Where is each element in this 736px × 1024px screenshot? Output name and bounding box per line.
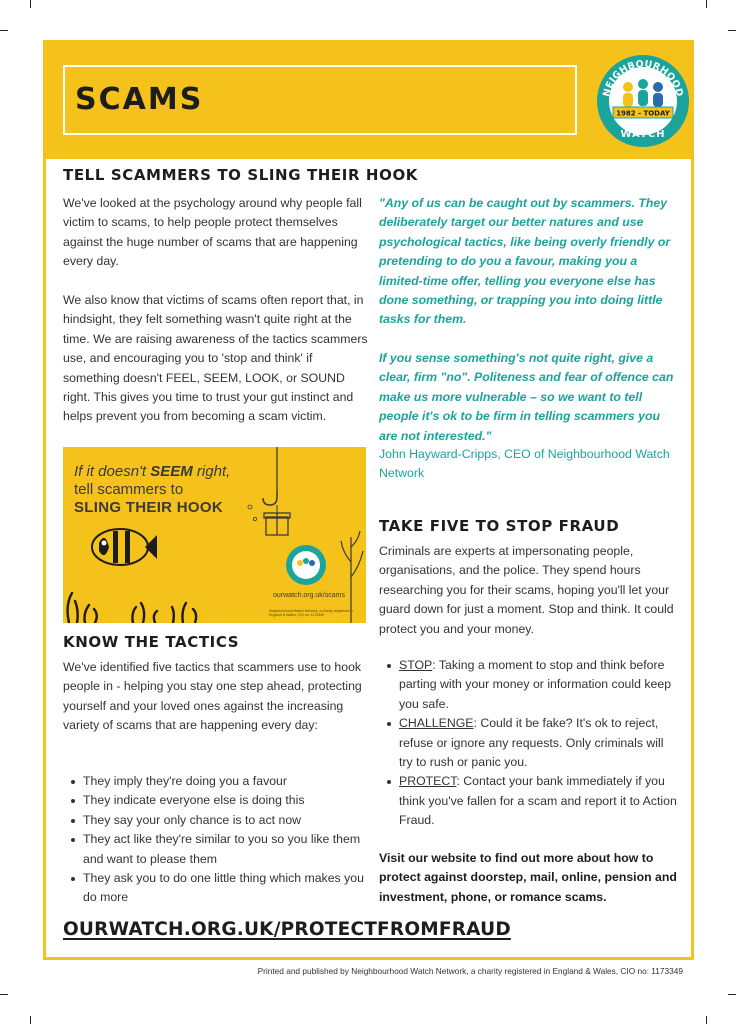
crop-mark <box>30 0 31 8</box>
stop-keyword: STOP <box>399 658 433 672</box>
promo-line1-pre: If it doesn't <box>74 463 151 480</box>
crop-mark <box>728 30 736 31</box>
challenge-keyword: CHALLENGE <box>399 716 474 731</box>
promo-line2: tell scammers to <box>74 481 184 498</box>
crop-mark <box>728 994 736 995</box>
visit-website-cta: Visit our website to find out more about how to protect against doorstep, mail, online, pension and investment, phone, or romance scams. <box>379 851 677 904</box>
title-box <box>63 65 577 135</box>
protect-from-fraud-link[interactable]: OURWATCH.ORG.UK/PROTECTFROMFRAUD <box>63 919 511 940</box>
tactics-list-item: They indicate everyone else is doing this <box>63 791 368 810</box>
promo-line1-post: right, <box>192 463 231 480</box>
crop-mark <box>0 994 8 995</box>
crop-mark <box>706 1016 707 1024</box>
logo-ribbon-text: 1982 - TODAY <box>616 109 670 118</box>
neighbourhood-watch-logo <box>595 53 691 149</box>
logo-bottom-text: WATCH <box>620 129 666 140</box>
tactics-list-item: They act like they're similar to you so you like them and want to please them <box>63 830 368 869</box>
hook-icon <box>263 491 277 505</box>
section-heading-tactics: KNOW THE TACTICS <box>63 633 240 651</box>
protect-keyword: PROTECT <box>399 774 457 789</box>
figure-body <box>623 93 633 107</box>
take-five-list <box>379 656 679 831</box>
sling-hook-promo-image <box>63 447 366 623</box>
crop-mark <box>30 1016 31 1024</box>
take-five-item-protect <box>379 772 679 830</box>
ceo-quote-part2: If you sense something's not quite right, give a clear, firm "no". Politeness and fear of offence can make us more vulnerable – so we want to tell people it's ok to be firm in telling scammers you are not interested." <box>379 351 674 443</box>
promo-url: ourwatch.org.uk/scams <box>273 592 345 599</box>
take-five-intro: Criminals are experts at impersonating people, organisations, and the police. They spend hours researching you for their scams, hoping you'll let your guard down for just a moment. Stop and think. It could protect you and your money. <box>379 544 674 636</box>
take-five-item-challenge <box>379 714 679 772</box>
promo-line1-emphasis: SEEM <box>150 463 193 480</box>
tactics-list-item: They ask you to do one little thing which makes you do more <box>63 869 368 908</box>
footer-publisher-note: Printed and published by Neighbourhood Watch Network, a charity registered in England & Wales, CIO no: 1173349 <box>257 966 683 976</box>
figure-head <box>623 82 633 92</box>
page-frame <box>43 40 694 960</box>
promo-fine-print: Neighbourhood Watch Network, a charity registered in England & Wales, CIO no: 1173349 <box>269 609 353 617</box>
tactics-intro: We've identified five tactics that scammers use to hook people in - helping you stay one step ahead, protecting yourself and your loved ones against the increasing variety of scams that are happening every day: <box>63 660 362 733</box>
quote-attribution: John Hayward-Cripps, CEO of Neighbourhood Watch Network <box>379 447 670 480</box>
section-heading-sling-hook: TELL SCAMMERS TO SLING THEIR HOOK <box>63 166 419 184</box>
take-five-item-stop <box>379 656 679 714</box>
figure-head <box>653 82 663 92</box>
promo-badge <box>286 545 326 585</box>
bubble <box>253 517 256 520</box>
figure-body <box>653 93 663 107</box>
fish-icon <box>92 529 157 565</box>
challenge-text: : Could it be fake? It's ok to reject, refuse or ignore any requests. Only criminals will try to rush or panic you. <box>399 716 664 770</box>
awareness-paragraph: We also know that victims of scams often report that, in hindsight, they felt something wasn't quite right at the time. We are raising awareness of the tactics scammers use, and encouraging you to 'stop and think' if something doesn't FEEL, SEEM, LOOK, or SOUND right. This gives you time to trust your gut instinct and helps prevent you from becoming a scam victim. <box>63 293 368 424</box>
logo-top-text: NEIGHBOURHOOD <box>601 58 685 98</box>
seaweed-left <box>68 593 197 623</box>
section-heading-take-five: TAKE FIVE TO STOP FRAUD <box>379 517 620 535</box>
bubble <box>248 505 252 509</box>
figure-body <box>638 90 648 106</box>
tactics-list-item: They say your only chance is to act now <box>63 811 368 830</box>
promo-line3: SLING THEIR HOOK <box>74 499 223 516</box>
crop-mark <box>0 30 8 31</box>
page-title: SCAMS <box>75 82 204 117</box>
intro-paragraph: We've looked at the psychology around why people fall victim to scams, to help people protect themselves against the huge number of scams that are happening every day. <box>63 196 362 269</box>
tactics-list-item: They imply they're doing you a favour <box>63 772 368 791</box>
gift-icon <box>264 505 290 535</box>
figure-head <box>638 79 648 89</box>
tactics-list <box>63 772 368 908</box>
protect-text: : Contact your bank immediately if you think you've fallen for a scam and report it to Action Fraud. <box>399 774 677 828</box>
ceo-quote-part1: "Any of us can be caught out by scammers. They deliberately target our better natures and use psychological tactics, like being overly friendly or pretending to do you a favour, making you a limited-time offer, telling you everyone else has done something, or trapping you into doing little tasks for them. <box>379 196 671 327</box>
stop-text: : Taking a moment to stop and think before parting with your money or information could keep you safe. <box>399 658 672 711</box>
crop-mark <box>706 0 707 8</box>
header-banner <box>46 43 691 159</box>
